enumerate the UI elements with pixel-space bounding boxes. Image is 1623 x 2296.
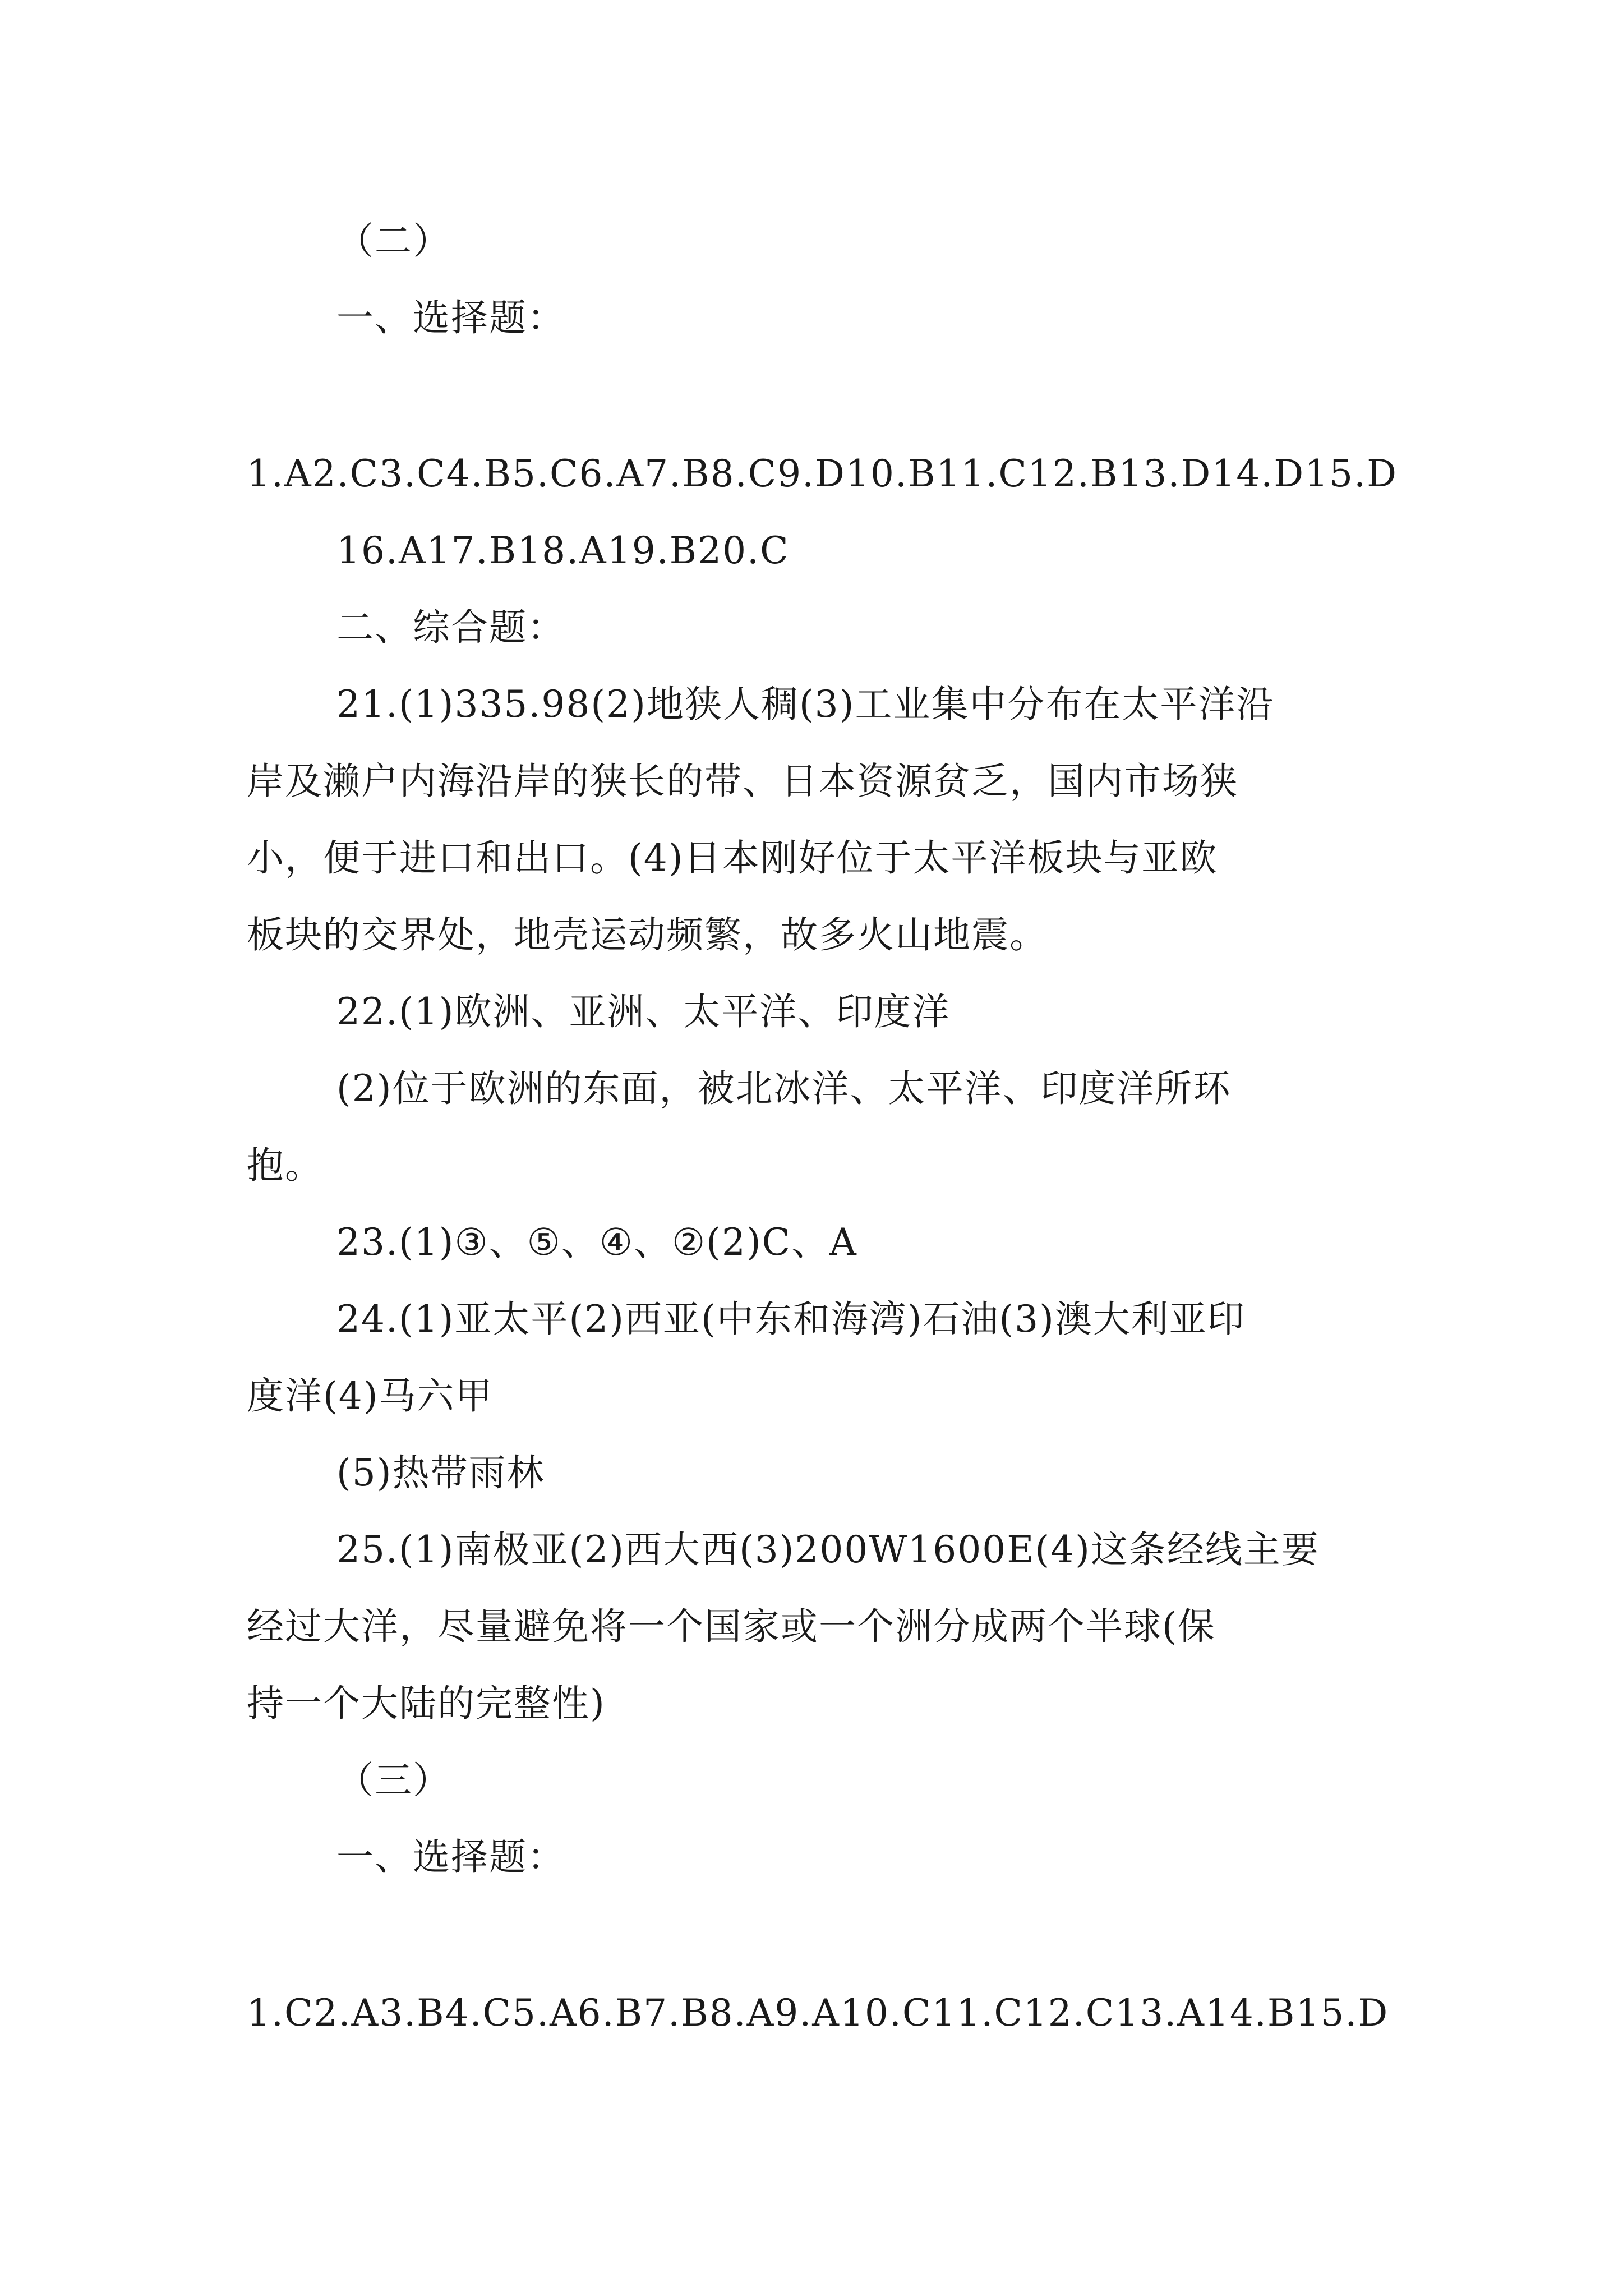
answer-24-line: 24.(1)亚太平(2)西亚(中东和海湾)石油(3)澳大利亚印 [336, 1297, 1246, 1341]
choice-heading: 一、选择题： [336, 296, 565, 339]
comprehensive-heading: 二、综合题： [336, 606, 565, 649]
choice-heading: 一、选择题： [336, 1835, 565, 1879]
section-heading-three: （三） [336, 1759, 451, 1802]
choice-answers-line: 16.A17.B18.A19.B20.C [336, 529, 790, 572]
answer-24-line: 度洋(4)马六甲 [247, 1374, 494, 1418]
choice-answers-line: 1.A2.C3.C4.B5.C6.A7.B8.C9.D10.B11.C12.B13.D14.D15.D [247, 452, 1398, 495]
answer-25-line: 25.(1)南极亚(2)西大西(3)200W1600E(4)这条经线主要 [336, 1528, 1320, 1571]
answer-24-line: (5)热带雨林 [336, 1451, 545, 1494]
answer-23-line: 23.(1)③、⑤、④、②(2)C、A [336, 1221, 857, 1264]
answer-21-line: 小，便于进口和出口。(4)日本刚好位于太平洋板块与亚欧 [247, 836, 1218, 880]
section-heading-two: （二） [336, 219, 451, 263]
answer-22-line: 22.(1)欧洲、亚洲、太平洋、印度洋 [336, 990, 951, 1033]
answer-21-line: 岸及濑户内海沿岸的狭长的带、日本资源贫乏，国内市场狭 [247, 760, 1238, 803]
answer-22-line: (2)位于欧洲的东面，被北冰洋、太平洋、印度洋所环 [336, 1067, 1232, 1110]
answer-25-line: 持一个大陆的完整性) [247, 1682, 606, 1725]
answer-25-line: 经过大洋，尽量避免将一个国家或一个洲分成两个半球(保 [247, 1605, 1216, 1648]
answer-21-line: 板块的交界处，地壳运动频繁，故多火山地震。 [247, 913, 1048, 956]
answer-22-line: 抱。 [247, 1144, 323, 1187]
choice-answers-line: 1.C2.A3.B4.C5.A6.B7.B8.A9.A10.C11.C12.C13.A14.B15.D [247, 1991, 1389, 2035]
answer-21-line: 21.(1)335.98(2)地狭人稠(3)工业集中分布在太平洋沿 [336, 683, 1275, 726]
